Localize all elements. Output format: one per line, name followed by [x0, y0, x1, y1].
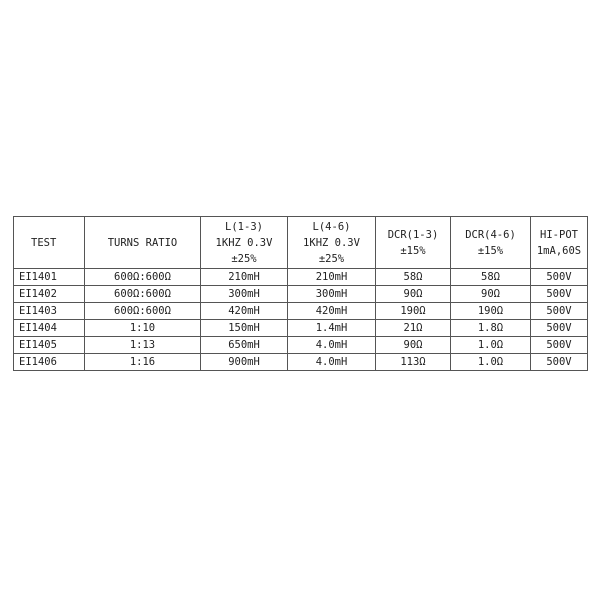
cell-dcr-1-3: 90Ω	[376, 286, 451, 303]
table-body	[14, 269, 588, 371]
cell-dcr-4-6: 1.0Ω	[451, 337, 531, 354]
cell-hi-pot: 500V	[531, 303, 588, 320]
header-hi-pot	[531, 217, 588, 269]
cell-l-4-6: 4.0mH	[288, 337, 376, 354]
cell-hi-pot: 500V	[531, 269, 588, 286]
header-dcr-4-6	[451, 217, 531, 269]
spec-table	[13, 216, 588, 371]
cell-hi-pot: 500V	[531, 354, 588, 371]
table-row	[14, 286, 588, 303]
header-hi-pot-line-1: HI-POT	[540, 228, 578, 241]
cell-turns-ratio: 600Ω:600Ω	[85, 269, 201, 286]
table-row	[14, 320, 588, 337]
cell-dcr-4-6: 190Ω	[451, 303, 531, 320]
cell-turns-ratio: 1:10	[85, 320, 201, 337]
cell-turns-ratio: 600Ω:600Ω	[85, 286, 201, 303]
cell-test: EI1406	[14, 354, 85, 371]
header-test	[14, 217, 85, 269]
table-row	[14, 337, 588, 354]
cell-l-1-3: 210mH	[201, 269, 288, 286]
cell-dcr-1-3: 90Ω	[376, 337, 451, 354]
cell-l-4-6: 300mH	[288, 286, 376, 303]
cell-l-1-3: 650mH	[201, 337, 288, 354]
cell-test: EI1401	[14, 269, 85, 286]
cell-hi-pot: 500V	[531, 320, 588, 337]
header-hi-pot-line-2: 1mA,60S	[536, 244, 582, 257]
cell-dcr-1-3: 21Ω	[376, 320, 451, 337]
cell-l-4-6: 420mH	[288, 303, 376, 320]
cell-dcr-4-6: 58Ω	[451, 269, 531, 286]
cell-l-4-6: 4.0mH	[288, 354, 376, 371]
header-l-1-3-line-1: L(1-3)	[225, 220, 263, 233]
header-dcr-1-3-line-1: DCR(1-3)	[387, 228, 439, 241]
cell-turns-ratio: 600Ω:600Ω	[85, 303, 201, 320]
cell-turns-ratio: 1:16	[85, 354, 201, 371]
cell-l-1-3: 900mH	[201, 354, 288, 371]
header-dcr-1-3-line-2: ±15%	[400, 244, 426, 257]
table-row	[14, 354, 588, 371]
header-l-1-3-line-3: ±25%	[231, 252, 257, 265]
cell-l-1-3: 150mH	[201, 320, 288, 337]
header-dcr-1-3	[376, 217, 451, 269]
table-row	[14, 269, 588, 286]
cell-hi-pot: 500V	[531, 286, 588, 303]
cell-l-4-6: 210mH	[288, 269, 376, 286]
cell-hi-pot: 500V	[531, 337, 588, 354]
header-l-4-6-line-2: 1KHZ 0.3V	[303, 236, 360, 249]
cell-dcr-4-6: 1.0Ω	[451, 354, 531, 371]
cell-test: EI1404	[14, 320, 85, 337]
header-test-line-1: TEST	[31, 236, 57, 249]
header-l-4-6-line-1: L(4-6)	[312, 220, 351, 233]
cell-test: EI1405	[14, 337, 85, 354]
header-l-1-3	[201, 217, 288, 269]
cell-dcr-1-3: 58Ω	[376, 269, 451, 286]
cell-l-4-6: 1.4mH	[288, 320, 376, 337]
cell-turns-ratio: 1:13	[85, 337, 201, 354]
cell-dcr-4-6: 1.8Ω	[451, 320, 531, 337]
header-l-4-6	[288, 217, 376, 269]
table-row	[14, 303, 588, 320]
cell-dcr-4-6: 90Ω	[451, 286, 531, 303]
cell-dcr-1-3: 190Ω	[376, 303, 451, 320]
table-header	[14, 217, 588, 269]
header-dcr-4-6-line-1: DCR(4-6)	[465, 228, 516, 241]
cell-test: EI1403	[14, 303, 85, 320]
header-turns-ratio	[85, 217, 201, 269]
cell-l-1-3: 300mH	[201, 286, 288, 303]
header-turns-ratio-line-1: TURNS RATIO	[107, 236, 178, 249]
header-dcr-4-6-line-2: ±15%	[477, 244, 504, 257]
cell-test: EI1402	[14, 286, 85, 303]
header-l-4-6-line-3: ±25%	[318, 252, 345, 265]
cell-dcr-1-3: 113Ω	[376, 354, 451, 371]
header-row	[14, 217, 588, 269]
cell-l-1-3: 420mH	[201, 303, 288, 320]
header-l-1-3-line-2: 1KHZ 0.3V	[215, 236, 273, 249]
